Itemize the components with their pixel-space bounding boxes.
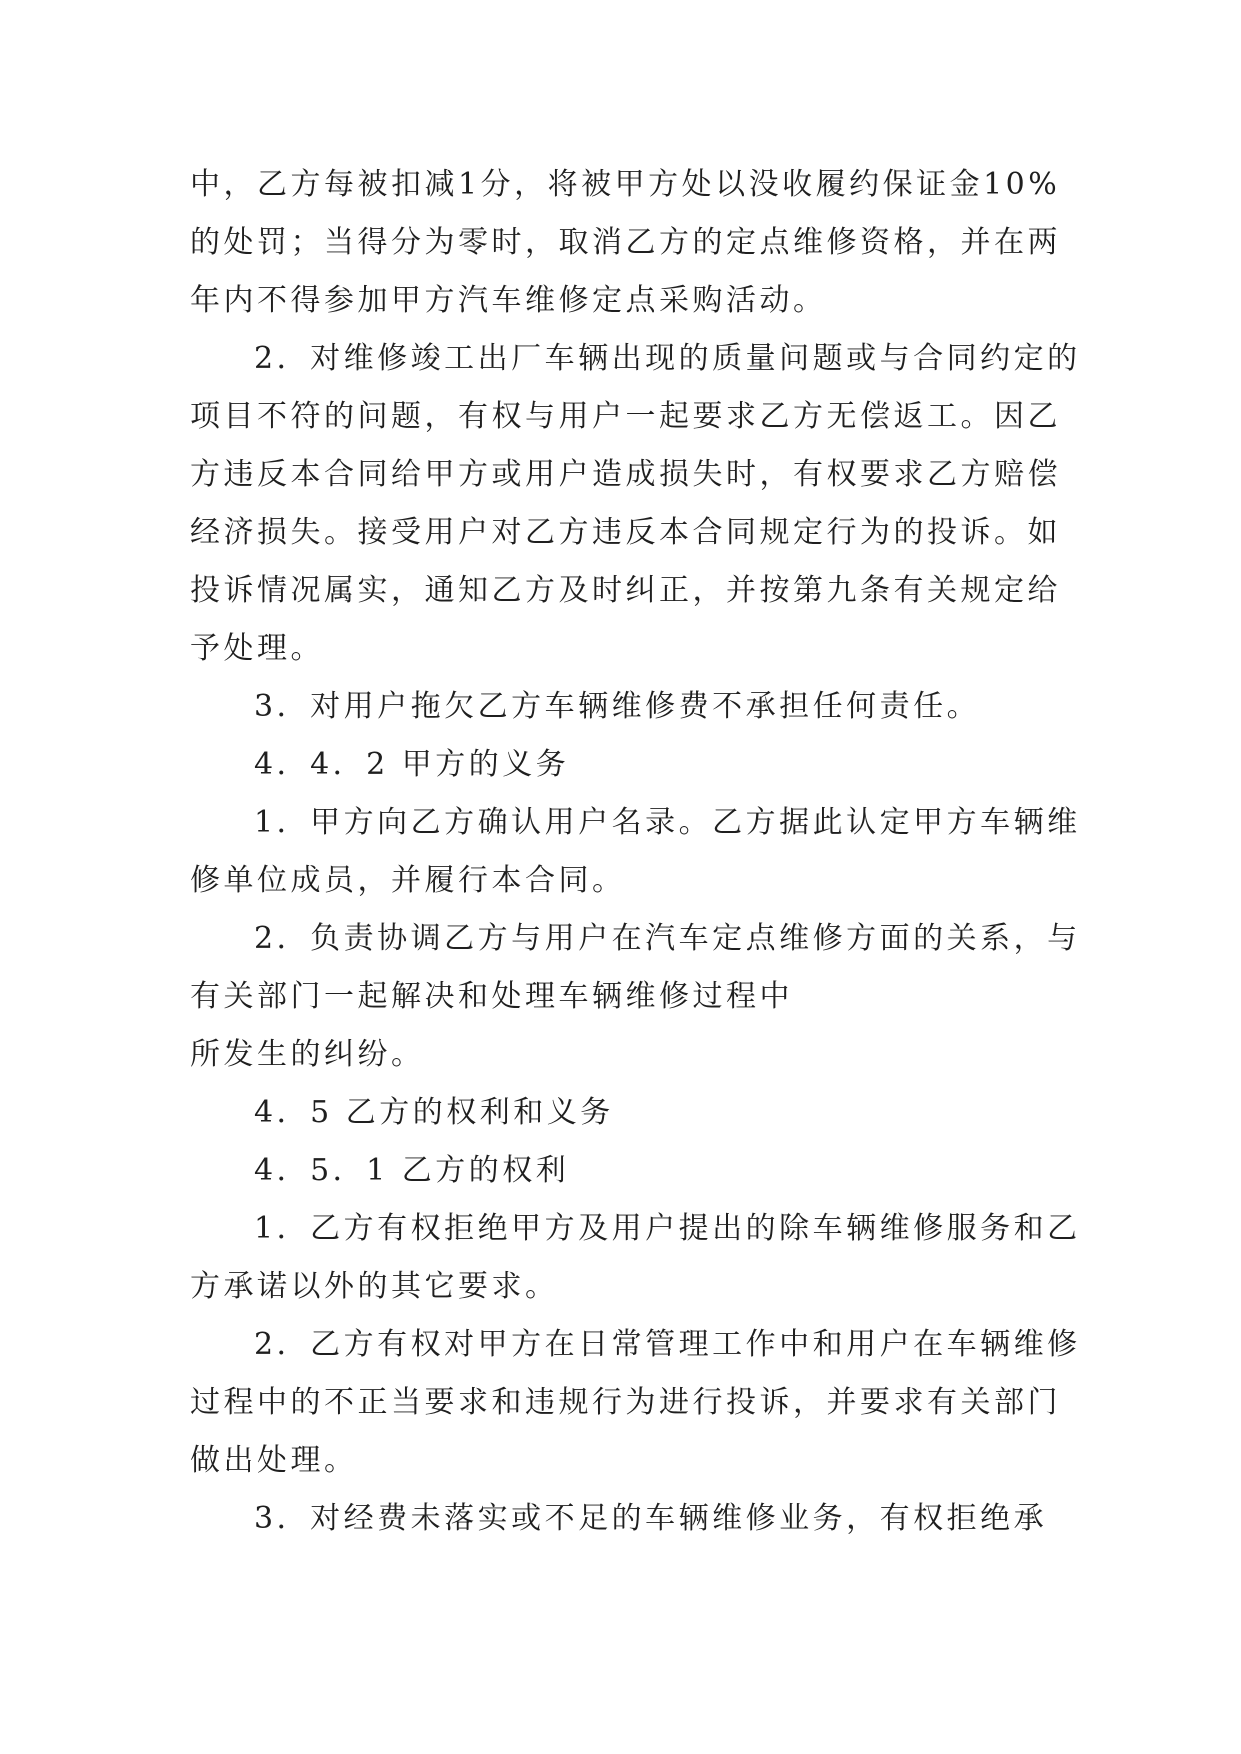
section-heading-4-5-1: 4．5．1 乙方的权利: [254, 1153, 570, 1188]
paragraph-item-1: 1．甲方向乙方确认用户名录。乙方据此认定甲方车辆维修单位成员，并履行本合同。: [190, 805, 1081, 898]
paragraph-item-2c: 2．乙方有权对甲方在日常管理工作中和用户在车辆维修过程中的不正当要求和违规行为进行投诉，并要求有关部门做出处理。: [190, 1327, 1081, 1478]
paragraph-item-2b: 2．负责协调乙方与用户在汽车定点维修方面的关系，与有关部门一起解决和处理车辆维修过程中: [190, 921, 1081, 1014]
paragraph-item-1b: 1．乙方有权拒绝甲方及用户提出的除车辆维修服务和乙方承诺以外的其它要求。: [190, 1211, 1081, 1304]
paragraph-item-2: 2．对维修竣工出厂车辆出现的质量问题或与合同约定的项目不符的问题，有权与用户一起要求乙方无偿返工。因乙方违反本合同给甲方或用户造成损失时，有权要求乙方赔偿经济损失。接受用户对乙方违反本合同规定行为的投诉。如投诉情况属实，通知乙方及时纠正，并按第九条有关规定给予处理。: [190, 341, 1081, 666]
section-heading-4-5: 4．5 乙方的权利和义务: [254, 1095, 614, 1130]
document-body: [190, 156, 1090, 1548]
section-heading-4-4-2: 4．4．2 甲方的义务: [254, 747, 570, 782]
paragraph-item-3b: 3．对经费未落实或不足的车辆维修业务，有权拒绝承: [254, 1501, 1048, 1536]
paragraph-fragment: 所发生的纠纷。: [190, 1037, 425, 1072]
paragraph-continuation: 中，乙方每被扣减1分，将被甲方处以没收履约保证金10%的处罚；当得分为零时，取消乙方的定点维修资格，并在两年内不得参加甲方汽车维修定点采购活动。: [190, 167, 1061, 318]
paragraph-item-3: 3．对用户拖欠乙方车辆维修费不承担任何责任。: [254, 689, 981, 724]
